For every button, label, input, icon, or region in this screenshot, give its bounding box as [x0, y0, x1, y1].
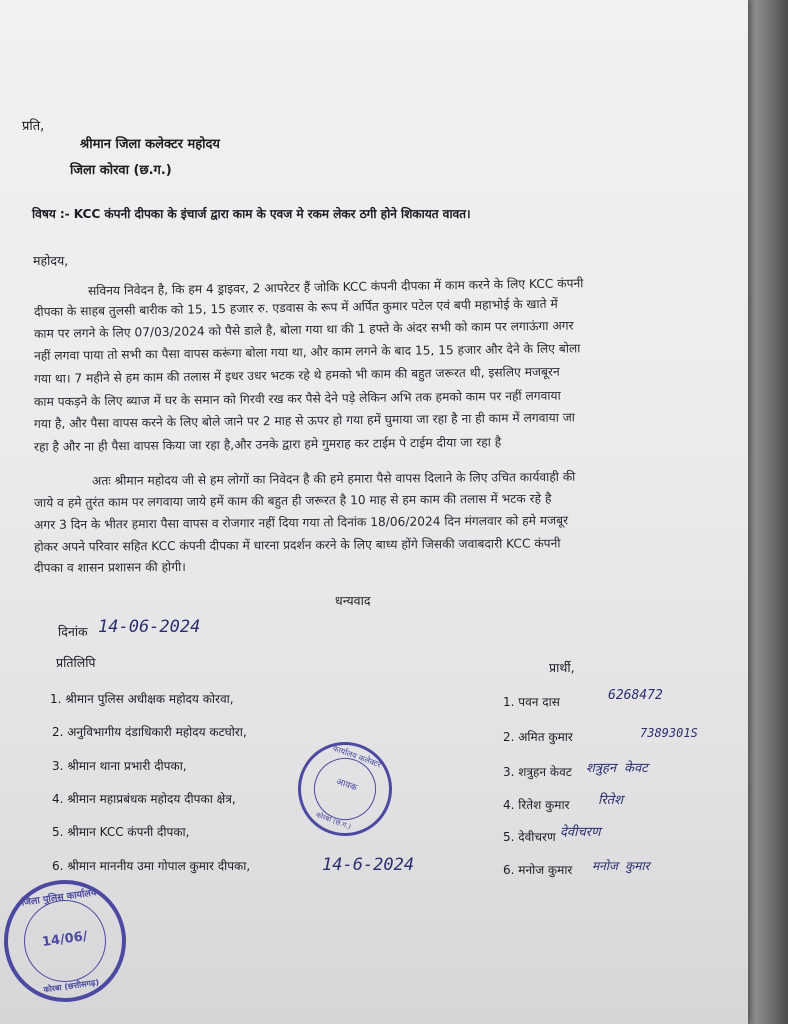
stamp-bottom-text: कोरबा (छत्तीसगढ़): [43, 977, 100, 995]
applicant-signature: 6268472: [608, 688, 663, 703]
to-label: प्रति,: [22, 119, 45, 134]
paragraph-line: अगर 3 दिन के भीतर हमारा पैसा वापस व रोजगार नहीं दिया गया तो दिनांक 18/06/2024 दिन मंगलवार को हमे मजबूर: [33, 513, 569, 532]
date-label: दिनांक: [58, 624, 88, 639]
stamp-top-text: जिला पुलिस कार्यालय: [20, 887, 98, 909]
stamp-number-text: 14/06/: [41, 928, 89, 951]
copy-item: 6. श्रीमान माननीय उमा गोपाल कुमार दीपका,: [52, 859, 251, 873]
copy-item: 5. श्रीमान KCC कंपनी दीपका,: [52, 825, 190, 839]
copy-item: 1. श्रीमान पुलिस अधीक्षक महोदय कोरवा,: [50, 692, 234, 706]
police-office-stamp: [0, 872, 134, 1010]
copy-item: 3. श्रीमान थाना प्रभारी दीपका,: [52, 759, 187, 773]
applicant-name: 5. देवीचरण: [503, 830, 556, 844]
paragraph-line: अतः श्रीमान महोदय जी से हम लोगों का निवेदन है की हमे हमारा पैसे वापस दिलाने के लिए उचित कार्यवाही की: [91, 469, 576, 488]
applicant-name: 4. रितेश कुमार: [503, 798, 570, 812]
paragraph-line: सविनय निवेदन है, कि हम 4 ड्राइवर, 2 आपरेटर हैं जोकि KCC कंपनी दीपका में काम करने के लिए KCC कंपनी: [87, 276, 584, 298]
copy-label: प्रतिलिपि: [56, 655, 96, 670]
applicant-name: 2. अमित कुमार: [503, 730, 573, 744]
applicant-label: प्रार्थी,: [549, 660, 575, 675]
subject-line: विषय :- KCC कंपनी दीपका के इंचार्ज द्वारा काम के एवज मे रकम लेकर ठगी होने शिकायत वावत।: [32, 207, 471, 221]
applicant-signature: 7389301S: [640, 726, 698, 740]
paragraph-line: नहीं लगवा पाया तो सभी का पैसा वापस करूंगा बोला गया था, और काम लगने के बाद 15, 15 हजार और देने के लिए बोला: [33, 341, 581, 363]
addressee-line-2: जिला कोरवा (छ.ग.): [70, 163, 172, 178]
paragraph-line: होकर अपने परिवार सहित KCC कंपनी दीपका में धारना प्रदर्शन करने के लिए बाध्य होंगे जिसकी जवाबदारी KCC कंपनी: [33, 536, 561, 554]
copy-item: 4. श्रीमान महाप्रबंधक महोदय दीपका क्षेत्र,: [52, 792, 236, 806]
paragraph-line: रहा है और ना ही पैसा वापस किया जा रहा है,और उनके द्वारा हमे गुमराह कर टाईम पे टाईम दीया जा रहा है: [33, 435, 502, 454]
paragraph-line: काम पर लगने के लिए 07/03/2024 को पैसे डाले है, बोला गया था की 1 हफ्ते के अंदर सभी को काम पर लगाऊंगा अगर: [33, 318, 574, 341]
date-handwritten: 14-06-2024: [98, 617, 201, 637]
applicant-signature: मनोज कुमार: [592, 859, 650, 873]
stamp-center-text: आवक: [334, 776, 359, 794]
applicant-signature: रितेश: [598, 793, 623, 808]
copy-item: 2. अनुविभागीय दंडाधिकारी महोदय कटघोरा,: [52, 725, 247, 739]
paragraph-line: दीपका के साहब तुलसी बारीक को 15, 15 हजार रु. एडवास के रूप में अर्पित कुमार पटेल एवं बपी महाभोई के खाते में: [33, 296, 558, 319]
applicant-signature: देवीचरण: [560, 825, 601, 840]
stamp-bottom-text: कोरबा (छ.ग.): [314, 810, 353, 832]
salutation: महोदय,: [33, 253, 69, 268]
paragraph-line: गया है, और पैसा वापस करने के लिए बोले जाने पर 2 माह से ऊपर हो गया हमें घुमाया जा रहा है ना ही काम में लगवाया जा: [33, 410, 575, 431]
stamp-date-handwritten: 14-6-2024: [322, 855, 415, 875]
collector-office-stamp: [285, 729, 405, 849]
paragraph-line: काम पकड़ने के लिए ब्याज में घर के समान को गिरवी रख कर पैसे देने पड़े लेकिन अभि तक हमको काम पर नहीं लगवाया: [33, 388, 561, 409]
paragraph-line: दीपका व शासन प्रशासन की होगी।: [33, 559, 186, 575]
paragraph-line: गया था। 7 महीने से हम काम की तलास में इधर उधर भटक रहे थे हमको भी काम की बहुत जरूरत थी, इसलिए मजबूरन: [33, 364, 560, 386]
addressee-line-1: श्रीमान जिला कलेक्टर महोदय: [80, 137, 220, 152]
stamp-top-text: कार्यालय कलेक्टर: [331, 743, 383, 770]
applicant-signature: शत्रुहन केवट: [586, 761, 648, 776]
applicant-name: 1. पवन दास: [503, 695, 560, 709]
applicant-name: 6. मनोज कुमार: [503, 863, 573, 877]
thanks-text: धन्यवाद: [335, 593, 371, 608]
paragraph-line: जाये व हमे तुरंत काम पर लगवाया जाये हमें काम की बहुत ही जरूरत है 10 माह से हम काम की तलास में भटक रहे है: [33, 491, 552, 510]
applicant-name: 3. शत्रुहन केवट: [503, 765, 572, 779]
